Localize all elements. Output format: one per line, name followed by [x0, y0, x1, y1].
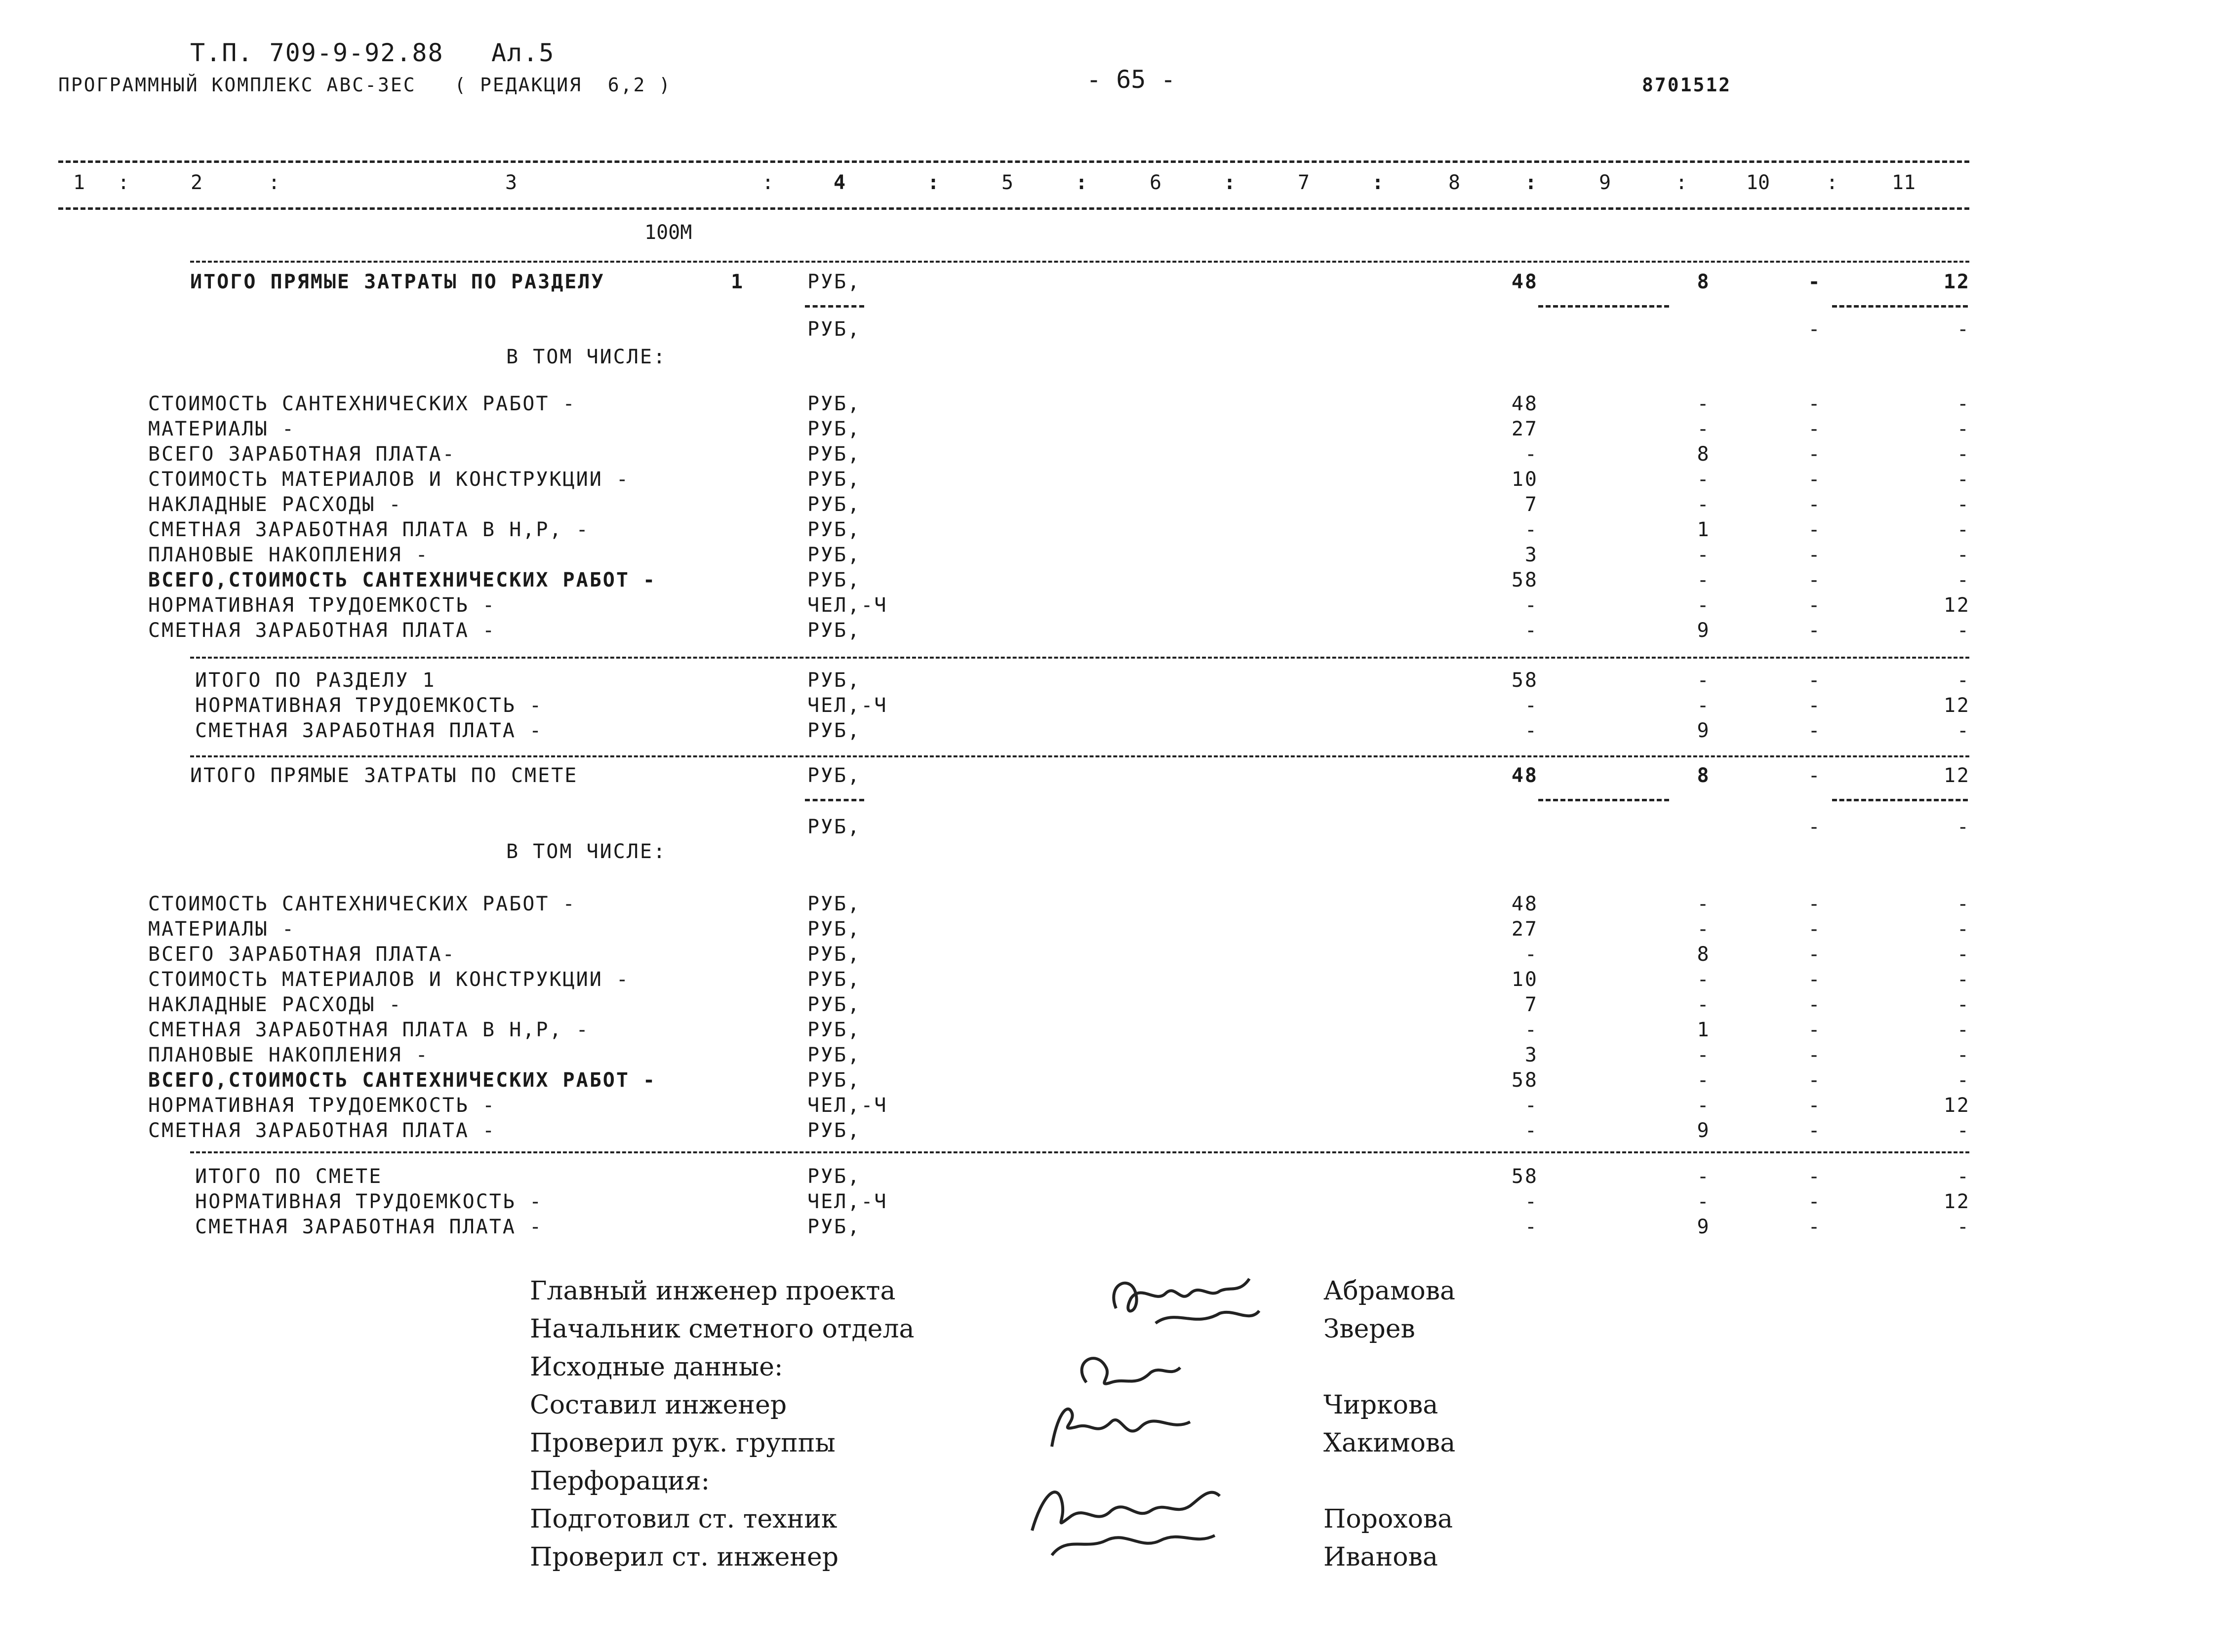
row-label: ВСЕГО,СТОИМОСТЬ САНТЕХНИЧЕСКИХ РАБОТ - [148, 569, 657, 591]
signature-role: Проверил ст. инженер [530, 1542, 839, 1572]
row-unit: РУБ, [807, 493, 861, 516]
signatory-name: Хакимова [1323, 1428, 1456, 1458]
signature-role: Главный инженер проекта [530, 1276, 896, 1306]
row-value-c11: - [1956, 518, 1970, 541]
row-unit: РУБ, [807, 764, 861, 787]
row-value-c7: 58 [1511, 1069, 1538, 1092]
row-value-c11: 12 [1943, 764, 1970, 787]
row-value-c9: - [1808, 393, 1822, 415]
row-value-c7: - [1524, 1019, 1538, 1041]
row-value-c11: - [1956, 968, 1970, 991]
row-label: СМЕТНАЯ ЗАРАБОТНАЯ ПЛАТА - [195, 1216, 543, 1238]
row-value-c8: - [1697, 1094, 1711, 1117]
row-value-c8: - [1697, 493, 1711, 516]
row-value-c8: - [1697, 1165, 1711, 1188]
row-value-c9: - [1808, 1216, 1822, 1238]
row-label: МАТЕРИАЛЫ - [148, 918, 295, 941]
row-unit: РУБ, [807, 1019, 861, 1041]
row-unit: РУБ, [807, 544, 861, 566]
row-label: НОРМАТИВНАЯ ТРУДОЕМКОСТЬ - [148, 1094, 496, 1117]
row-value-c7: 58 [1511, 569, 1538, 591]
row-value-c9: - [1808, 318, 1822, 341]
column-number: 6 [1149, 171, 1162, 194]
row-value-c9: - [1808, 569, 1822, 591]
row-value-c11: 12 [1943, 1190, 1970, 1213]
row-value-c9: - [1808, 1165, 1822, 1188]
row-value-c7: 48 [1511, 893, 1538, 915]
row-value-c9: - [1808, 271, 1822, 293]
row-value-c11: - [1956, 393, 1970, 415]
row-value-c9: - [1808, 968, 1822, 991]
row-value-c11: - [1956, 468, 1970, 491]
row-value-c9: - [1808, 1044, 1822, 1066]
row-value-c11: - [1956, 816, 1970, 838]
row-value-c7: 48 [1511, 764, 1538, 787]
column-number: 2 [190, 171, 203, 194]
row-value-c9: - [1808, 1019, 1822, 1041]
signature-role: Перфорация: [530, 1466, 710, 1496]
row-value-c8: 8 [1697, 764, 1711, 787]
row-value-c11: 12 [1943, 1094, 1970, 1117]
column-number: 1 [73, 171, 85, 194]
row-label: ВСЕГО,СТОИМОСТЬ САНТЕХНИЧЕСКИХ РАБОТ - [148, 1069, 657, 1092]
row-value-c9: - [1808, 764, 1822, 787]
row-value-c8: 1 [1697, 1019, 1711, 1041]
row-unit: РУБ, [807, 619, 861, 642]
row-value-c11: - [1956, 619, 1970, 642]
row-unit: РУБ, [807, 719, 861, 742]
row-value-c7: - [1524, 443, 1538, 466]
row-value-c9: - [1808, 594, 1822, 617]
row-value-c8: 9 [1697, 1216, 1711, 1238]
signature-role: Исходные данные: [530, 1352, 783, 1382]
row-value-c9: - [1808, 669, 1822, 692]
row-label: СМЕТНАЯ ЗАРАБОТНАЯ ПЛАТА - [148, 1119, 496, 1142]
section-rule [190, 657, 1969, 659]
row-value-c9: - [1808, 468, 1822, 491]
row-value-c8: - [1697, 669, 1711, 692]
row-unit: РУБ, [807, 1069, 861, 1092]
row-unit: РУБ, [807, 271, 861, 293]
signatory-name: Чиркова [1323, 1390, 1438, 1420]
row-value-c9: - [1808, 893, 1822, 915]
row-value-c11: - [1956, 1216, 1970, 1238]
signature-khakimova [1042, 1392, 1205, 1456]
row-label: МАТЕРИАЛЫ - [148, 418, 295, 440]
section-number: 1 [731, 271, 745, 293]
row-unit: РУБ, [807, 968, 861, 991]
row-label: СТОИМОСТЬ САНТЕХНИЧЕСКИХ РАБОТ - [148, 393, 576, 415]
row-value-c8: - [1697, 694, 1711, 717]
row-unit: ЧЕЛ,-Ч [807, 1094, 888, 1117]
row-value-c8: - [1697, 918, 1711, 941]
row-value-c11: - [1956, 719, 1970, 742]
row-value-c11: - [1956, 443, 1970, 466]
row-unit: РУБ, [807, 1119, 861, 1142]
row-label: СМЕТНАЯ ЗАРАБОТНАЯ ПЛАТА В Н,Р, - [148, 518, 590, 541]
row-value-c8: - [1697, 569, 1711, 591]
row-value-c8: 9 [1697, 719, 1711, 742]
row-label: НАКЛАДНЫЕ РАСХОДЫ - [148, 993, 402, 1016]
row-label: СТОИМОСТЬ МАТЕРИАЛОВ И КОНСТРУКЦИИ - [148, 968, 630, 991]
row-unit: РУБ, [807, 1044, 861, 1066]
row-value-c11: 12 [1943, 594, 1970, 617]
row-value-c11: 12 [1943, 694, 1970, 717]
document-number: 8701512 [1642, 74, 1732, 96]
row-value-c7: - [1524, 943, 1538, 966]
row-value-c7: - [1524, 1094, 1538, 1117]
row-value-c8: 1 [1697, 518, 1711, 541]
row-label: НОРМАТИВНАЯ ТРУДОЕМКОСТЬ - [195, 694, 543, 717]
row-label: СТОИМОСТЬ МАТЕРИАЛОВ И КОНСТРУКЦИИ - [148, 468, 630, 491]
row-label: ИТОГО ПРЯМЫЕ ЗАТРАТЫ ПО РАЗДЕЛУ [190, 271, 605, 293]
row-value-c8: 8 [1697, 271, 1711, 293]
row-value-c9: - [1808, 493, 1822, 516]
row-unit: РУБ, [807, 993, 861, 1016]
row-value-c7: - [1524, 518, 1538, 541]
section-rule [190, 1151, 1969, 1153]
row-value-c9: - [1808, 918, 1822, 941]
row-value-c7: 3 [1524, 544, 1538, 566]
row-unit: РУБ, [807, 1165, 861, 1188]
page-number: - 65 - [1086, 65, 1176, 94]
row-value-c7: 48 [1511, 393, 1538, 415]
row-value-c8: - [1697, 968, 1711, 991]
row-value-c9: - [1808, 1190, 1822, 1213]
row-label: НОРМАТИВНАЯ ТРУДОЕМКОСТЬ - [148, 594, 496, 617]
row-unit: ЧЕЛ,-Ч [807, 594, 888, 617]
row-value-c8: 9 [1697, 619, 1711, 642]
row-value-c9: - [1808, 619, 1822, 642]
row-value-c11: - [1956, 1165, 1970, 1188]
row-value-c8: - [1697, 544, 1711, 566]
unit-marker: 100М [644, 221, 692, 244]
row-value-c7: 10 [1511, 968, 1538, 991]
signatory-name: Иванова [1323, 1542, 1438, 1572]
row-value-c11: - [1956, 493, 1970, 516]
row-value-c7: 27 [1511, 918, 1538, 941]
row-value-c11: - [1956, 418, 1970, 440]
row-value-c7: 58 [1511, 1165, 1538, 1188]
row-value-c7: - [1524, 1190, 1538, 1213]
row-value-c9: - [1808, 518, 1822, 541]
row-value-c9: - [1808, 943, 1822, 966]
row-label: ПЛАНОВЫЕ НАКОПЛЕНИЯ - [148, 1044, 429, 1066]
column-number: 9 [1598, 171, 1611, 194]
column-number: 5 [1001, 171, 1014, 194]
row-value-c7: - [1524, 594, 1538, 617]
row-value-c8: - [1697, 594, 1711, 617]
column-number: 11 [1891, 171, 1916, 194]
including-heading: В ТОМ ЧИСЛЕ: [506, 346, 667, 368]
row-unit: ЧЕЛ,-Ч [807, 694, 888, 717]
row-unit: РУБ, [807, 418, 861, 440]
row-value-c11: - [1956, 918, 1970, 941]
row-label: СТОИМОСТЬ САНТЕХНИЧЕСКИХ РАБОТ - [148, 893, 576, 915]
row-value-c7: - [1524, 1216, 1538, 1238]
column-number: 8 [1448, 171, 1461, 194]
row-value-c11: - [1956, 318, 1970, 341]
row-value-c11: 12 [1943, 271, 1970, 293]
row-value-c11: - [1956, 669, 1970, 692]
row-value-c11: - [1956, 1019, 1970, 1041]
row-value-c8: - [1697, 1069, 1711, 1092]
signature-role: Проверил рук. группы [530, 1428, 836, 1458]
row-label: ИТОГО ПРЯМЫЕ ЗАТРАТЫ ПО СМЕТЕ [190, 764, 578, 787]
row-value-c7: 3 [1524, 1044, 1538, 1066]
signature-role: Подготовил ст. техник [530, 1504, 838, 1534]
row-value-c8: - [1697, 468, 1711, 491]
row-value-c8: 8 [1697, 443, 1711, 466]
row-value-c9: - [1808, 694, 1822, 717]
table-top-rule [58, 160, 1969, 163]
row-unit: РУБ, [807, 816, 861, 838]
row-value-c8: - [1697, 393, 1711, 415]
row-value-c9: - [1808, 993, 1822, 1016]
row-unit: РУБ, [807, 393, 861, 415]
signature-role: Начальник сметного отдела [530, 1314, 915, 1344]
row-unit: РУБ, [807, 1216, 861, 1238]
row-value-c9: - [1808, 1119, 1822, 1142]
signature-porokhova [1022, 1471, 1230, 1560]
row-label: НАКЛАДНЫЕ РАСХОДЫ - [148, 493, 402, 516]
section-rule [190, 261, 1969, 263]
signature-role: Составил инженер [530, 1390, 787, 1420]
row-value-c7: 7 [1524, 993, 1538, 1016]
including-heading: В ТОМ ЧИСЛЕ: [506, 840, 667, 863]
row-value-c11: - [1956, 1044, 1970, 1066]
row-value-c7: - [1524, 619, 1538, 642]
row-unit: РУБ, [807, 318, 861, 341]
row-value-c7: 10 [1511, 468, 1538, 491]
row-value-c11: - [1956, 569, 1970, 591]
row-value-c8: - [1697, 418, 1711, 440]
row-value-c7: - [1524, 719, 1538, 742]
row-value-c11: - [1956, 943, 1970, 966]
column-number: 4 [833, 171, 846, 194]
row-value-c11: - [1956, 544, 1970, 566]
row-unit: РУБ, [807, 468, 861, 491]
table-header-rule [58, 207, 1969, 210]
signatory-name: Абрамова [1323, 1276, 1456, 1306]
column-number: 10 [1746, 171, 1770, 194]
row-unit: РУБ, [807, 443, 861, 466]
row-value-c9: - [1808, 719, 1822, 742]
row-value-c7: 58 [1511, 669, 1538, 692]
row-value-c11: - [1956, 1119, 1970, 1142]
row-unit: РУБ, [807, 569, 861, 591]
row-value-c9: - [1808, 1094, 1822, 1117]
row-value-c7: 48 [1511, 271, 1538, 293]
row-value-c7: - [1524, 1119, 1538, 1142]
row-value-c11: - [1956, 893, 1970, 915]
row-value-c9: - [1808, 544, 1822, 566]
document-code: Т.П. 709-9-92.88 Ал.5 [190, 39, 555, 67]
row-unit: РУБ, [807, 518, 861, 541]
row-label: ПЛАНОВЫЕ НАКОПЛЕНИЯ - [148, 544, 429, 566]
row-value-c9: - [1808, 1069, 1822, 1092]
row-label: НОРМАТИВНАЯ ТРУДОЕМКОСТЬ - [195, 1190, 543, 1213]
row-value-c7: - [1524, 694, 1538, 717]
row-unit: РУБ, [807, 669, 861, 692]
row-value-c8: 8 [1697, 943, 1711, 966]
row-label: ИТОГО ПО СМЕТЕ [195, 1165, 383, 1188]
row-label: ИТОГО ПО РАЗДЕЛУ 1 [195, 669, 436, 692]
row-label: СМЕТНАЯ ЗАРАБОТНАЯ ПЛАТА - [195, 719, 543, 742]
row-unit: ЧЕЛ,-Ч [807, 1190, 888, 1213]
row-label: СМЕТНАЯ ЗАРАБОТНАЯ ПЛАТА - [148, 619, 496, 642]
row-value-c8: - [1697, 993, 1711, 1016]
row-value-c8: - [1697, 1190, 1711, 1213]
row-value-c7: 7 [1524, 493, 1538, 516]
row-value-c11: - [1956, 993, 1970, 1016]
row-unit: РУБ, [807, 893, 861, 915]
row-value-c11: - [1956, 1069, 1970, 1092]
row-value-c7: 27 [1511, 418, 1538, 440]
row-value-c8: - [1697, 893, 1711, 915]
column-number: 3 [505, 171, 518, 194]
row-label: СМЕТНАЯ ЗАРАБОТНАЯ ПЛАТА В Н,Р, - [148, 1019, 590, 1041]
row-value-c9: - [1808, 443, 1822, 466]
row-value-c8: 9 [1697, 1119, 1711, 1142]
row-label: ВСЕГО ЗАРАБОТНАЯ ПЛАТА- [148, 443, 456, 466]
program-name: ПРОГРАММНЫЙ КОМПЛЕКС АВС-3ЕС ( РЕДАКЦИЯ 6,2 ) [58, 74, 672, 96]
row-unit: РУБ, [807, 943, 861, 966]
row-label: ВСЕГО ЗАРАБОТНАЯ ПЛАТА- [148, 943, 456, 966]
signatory-name: Порохова [1323, 1504, 1453, 1534]
row-value-c9: - [1808, 816, 1822, 838]
signatory-name: Зверев [1323, 1314, 1415, 1344]
signature-abramova [1101, 1264, 1269, 1338]
row-unit: РУБ, [807, 918, 861, 941]
row-value-c9: - [1808, 418, 1822, 440]
column-number: 7 [1297, 171, 1310, 194]
section-rule [190, 755, 1969, 757]
row-value-c8: - [1697, 1044, 1711, 1066]
